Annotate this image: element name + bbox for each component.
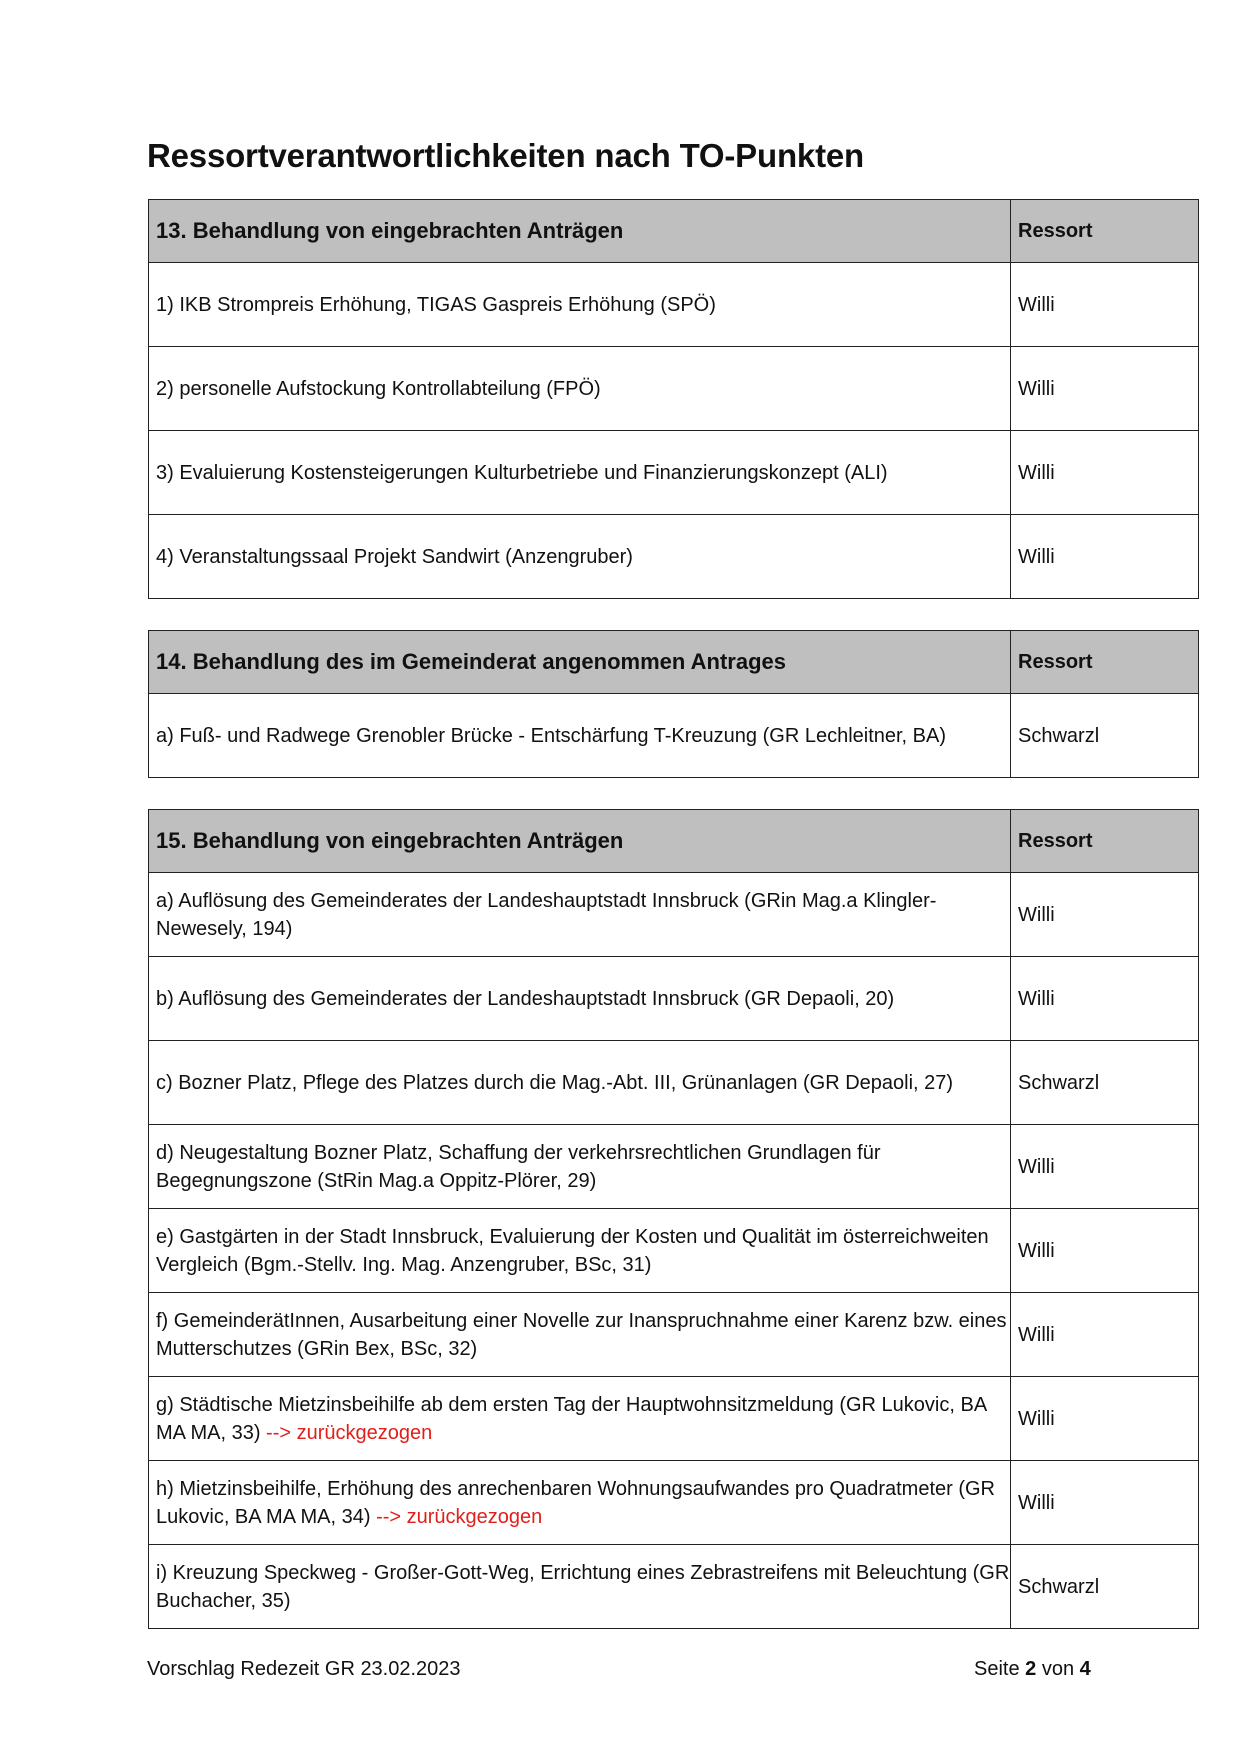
ressort-value: Willi	[1011, 347, 1199, 431]
item-text: c) Bozner Platz, Pflege des Platzes durch die Mag.-Abt. III, Grünanlagen (GR Depaoli, 27)	[149, 1041, 1011, 1125]
section-15-table	[148, 809, 1199, 1629]
table-row	[149, 957, 1199, 1041]
ressort-value: Willi	[1011, 263, 1199, 347]
table-row	[149, 431, 1199, 515]
item-text: 3) Evaluierung Kostensteigerungen Kulturbetriebe und Finanzierungskonzept (ALI)	[149, 431, 1011, 515]
ressort-value: Willi	[1011, 431, 1199, 515]
section-heading: 14. Behandlung des im Gemeinderat angenommen Antrages	[149, 631, 1011, 694]
ressort-column-header: Ressort	[1011, 200, 1199, 263]
ressort-column-header: Ressort	[1011, 810, 1199, 873]
table-row	[149, 694, 1199, 778]
table-row	[149, 515, 1199, 599]
withdrawn-note: --> zurückgezogen	[376, 1505, 543, 1528]
ressort-column-header: Ressort	[1011, 631, 1199, 694]
ressort-value: Willi	[1011, 515, 1199, 599]
item-text: d) Neugestaltung Bozner Platz, Schaffung der verkehrsrechtlichen Grundlagen für Begegnungszone (StRin Mag.a Oppitz-Plörer, 29)	[149, 1125, 1011, 1209]
table-row	[149, 347, 1199, 431]
ressort-value: Willi	[1011, 873, 1199, 957]
section-heading: 15. Behandlung von eingebrachten Anträgen	[149, 810, 1011, 873]
footer-page-number: Seite 2 von 4	[974, 1658, 1091, 1680]
table-row	[149, 1041, 1199, 1125]
section-header	[149, 200, 1199, 263]
page-title: Ressortverantwortlichkeiten nach TO-Punkten	[147, 137, 864, 174]
item-text: i) Kreuzung Speckweg - Großer-Gott-Weg, Errichtung eines Zebrastreifens mit Beleuchtung (GR Buchacher, 35)	[149, 1545, 1011, 1629]
section-header	[149, 631, 1199, 694]
ressort-value: Schwarzl	[1011, 1545, 1199, 1629]
item-text: e) Gastgärten in der Stadt Innsbruck, Evaluierung der Kosten und Qualität im österreichweiten Vergleich (Bgm.-Stellv. Ing. Mag. Anzengruber, BSc, 31)	[149, 1209, 1011, 1293]
item-text: b) Auflösung des Gemeinderates der Landeshauptstadt Innsbruck (GR Depaoli, 20)	[149, 957, 1011, 1041]
table-row	[149, 1125, 1199, 1209]
section-heading: 13. Behandlung von eingebrachten Anträgen	[149, 200, 1011, 263]
item-text: f) GemeinderätInnen, Ausarbeitung einer Novelle zur Inanspruchnahme einer Karenz bzw. eines Mutterschutzes (GRin Bex, BSc, 32)	[149, 1293, 1011, 1377]
section-13-table	[148, 199, 1199, 599]
item-text: h) Mietzinsbeihilfe, Erhöhung des anrechenbaren Wohnungsaufwandes pro Quadratmeter (GR Lukovic, BA MA MA, 34) --> zurückgezogen	[149, 1461, 1011, 1545]
ressort-value: Schwarzl	[1011, 1041, 1199, 1125]
table-row	[149, 1377, 1199, 1461]
item-text: a) Auflösung des Gemeinderates der Landeshauptstadt Innsbruck (GRin Mag.a Klingler-Newesely, 194)	[149, 873, 1011, 957]
table-row	[149, 1545, 1199, 1629]
table-row	[149, 1461, 1199, 1545]
item-text: g) Städtische Mietzinsbeihilfe ab dem ersten Tag der Hauptwohnsitzmeldung (GR Lukovic, BA MA MA, 33) --> zurückgezogen	[149, 1377, 1011, 1461]
item-text: 1) IKB Strompreis Erhöhung, TIGAS Gaspreis Erhöhung (SPÖ)	[149, 263, 1011, 347]
item-text: 2) personelle Aufstockung Kontrollabteilung (FPÖ)	[149, 347, 1011, 431]
table-row	[149, 873, 1199, 957]
item-text: a) Fuß- und Radwege Grenobler Brücke - Entschärfung T-Kreuzung (GR Lechleitner, BA)	[149, 694, 1011, 778]
table-row	[149, 263, 1199, 347]
ressort-value: Willi	[1011, 957, 1199, 1041]
item-text: 4) Veranstaltungssaal Projekt Sandwirt (Anzengruber)	[149, 515, 1011, 599]
ressort-value: Willi	[1011, 1125, 1199, 1209]
ressort-value: Willi	[1011, 1461, 1199, 1545]
ressort-value: Willi	[1011, 1377, 1199, 1461]
withdrawn-note: --> zurückgezogen	[266, 1421, 433, 1444]
section-header	[149, 810, 1199, 873]
ressort-value: Willi	[1011, 1293, 1199, 1377]
table-row	[149, 1209, 1199, 1293]
section-14-table	[148, 630, 1199, 778]
footer-document-title: Vorschlag Redezeit GR 23.02.2023	[147, 1658, 461, 1680]
ressort-value: Willi	[1011, 1209, 1199, 1293]
ressort-value: Schwarzl	[1011, 694, 1199, 778]
table-row	[149, 1293, 1199, 1377]
